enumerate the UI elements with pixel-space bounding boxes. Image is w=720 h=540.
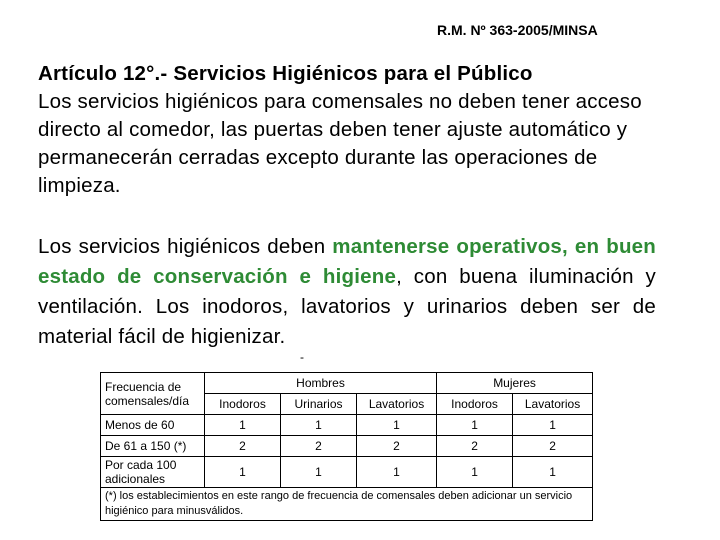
table-cell: 1 — [281, 415, 357, 436]
sanitary-requirements-table — [100, 372, 592, 521]
highlighted-requirement: mantenerse operativos, en buen estado de conservación e higiene — [38, 235, 656, 288]
table-cell: 1 — [437, 457, 513, 488]
article-title: Artículo 12°.- Servicios Higiénicos para el Público — [38, 62, 533, 85]
article-body: Los servicios higiénicos para comensales no deben tener acceso directo al comedor, las puertas deben tener ajuste automático y permanecerán cerradas excepto durante las operaciones de limpieza. — [38, 90, 642, 197]
column-header: Lavatorios — [513, 394, 593, 415]
group-header-hombres: Hombres — [205, 373, 437, 394]
table-cell: 1 — [513, 415, 593, 436]
table-footnote: (*) los establecimientos en este rango de frecuencia de comensales deben adicionar un servicio higiénico para minusválidos. — [101, 488, 593, 521]
table-header-row — [101, 373, 593, 394]
table-row — [101, 415, 593, 436]
table-cell: 1 — [357, 415, 437, 436]
row-label: Por cada 100 adicionales — [101, 457, 205, 488]
article-section — [38, 60, 656, 200]
table-cell: 1 — [357, 457, 437, 488]
table-cell: 1 — [437, 415, 513, 436]
hygiene-paragraph — [38, 232, 656, 352]
corner-header: Frecuencia de comensales/día — [101, 373, 205, 415]
table-cell: 1 — [281, 457, 357, 488]
column-header: Inodoros — [205, 394, 281, 415]
table-cell: 2 — [437, 436, 513, 457]
table-cell: 2 — [357, 436, 437, 457]
document-reference: R.M. Nº 363-2005/MINSA — [437, 22, 598, 38]
row-label: De 61 a 150 (*) — [101, 436, 205, 457]
table-row — [101, 436, 593, 457]
table-cell: 1 — [513, 457, 593, 488]
column-header: Lavatorios — [357, 394, 437, 415]
stray-mark: - — [300, 350, 304, 364]
group-header-mujeres: Mujeres — [437, 373, 593, 394]
table-footnote-row — [101, 488, 593, 521]
column-header: Urinarios — [281, 394, 357, 415]
table-row — [101, 457, 593, 488]
table-cell: 2 — [281, 436, 357, 457]
paragraph-end: , con buena iluminación y ventilación. Los inodoros, lavatorios y urinarios deben ser de material fácil de higienizar. — [38, 265, 656, 348]
requirements-table — [100, 372, 593, 521]
row-label: Menos de 60 — [101, 415, 205, 436]
table-cell: 2 — [513, 436, 593, 457]
table-cell: 1 — [205, 415, 281, 436]
table-cell: 2 — [205, 436, 281, 457]
table-cell: 1 — [205, 457, 281, 488]
column-header: Inodoros — [437, 394, 513, 415]
paragraph-start: Los servicios higiénicos deben — [38, 235, 333, 258]
